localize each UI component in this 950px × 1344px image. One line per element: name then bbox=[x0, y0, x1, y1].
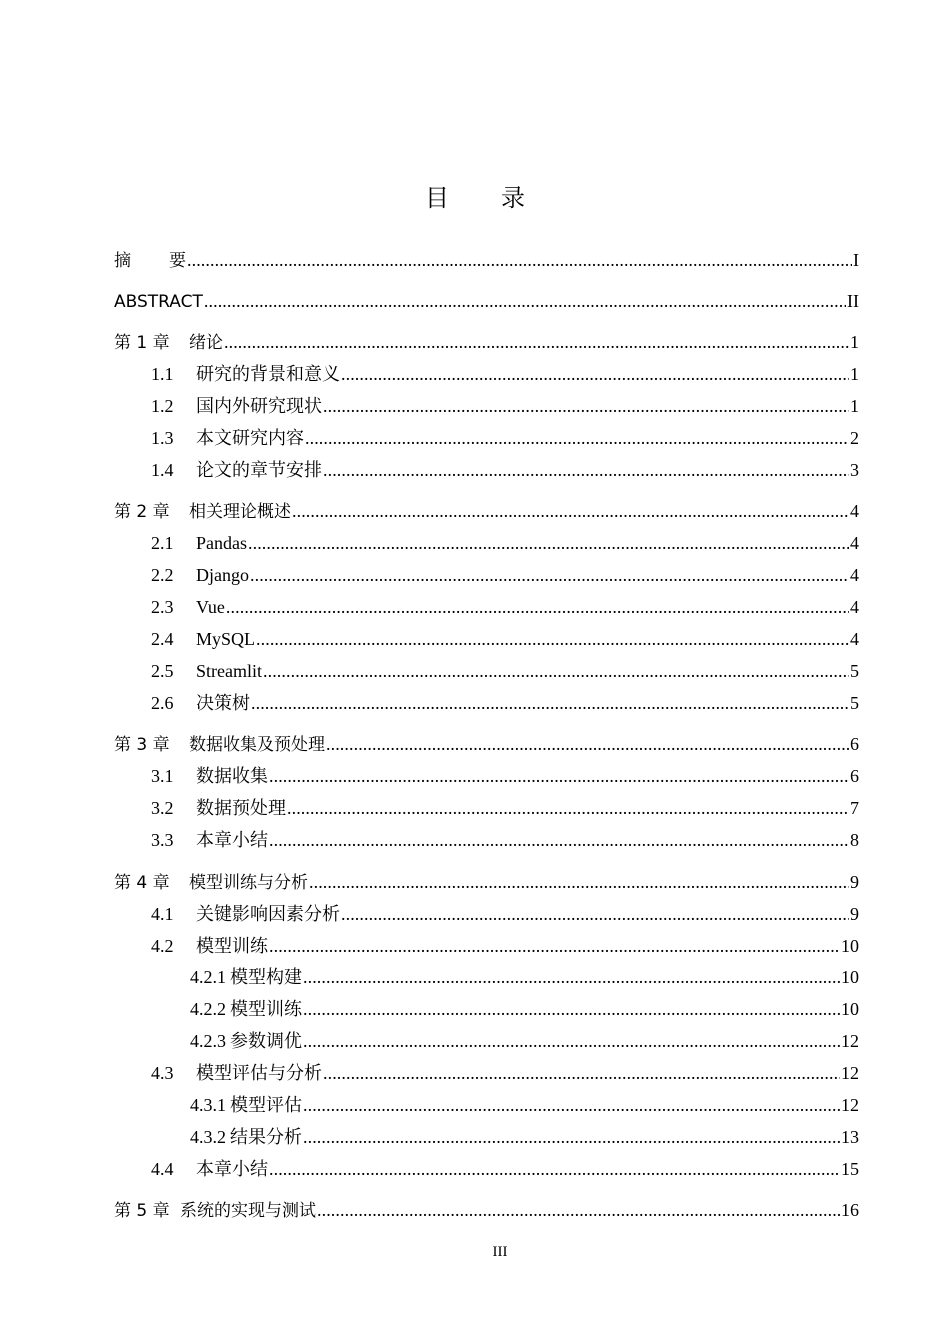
toc-entry-label: Vue bbox=[196, 597, 225, 617]
toc-entry-label: 数据收集 bbox=[196, 766, 268, 786]
toc-entry-number: 3.3 bbox=[151, 830, 174, 850]
toc-leader-dots bbox=[341, 362, 849, 386]
toc-entry-label: 本章小结 bbox=[196, 830, 268, 850]
toc-entry-number: 4.3.2 bbox=[190, 1127, 226, 1147]
toc-entry-page: 4 bbox=[850, 629, 859, 649]
toc-entry-page: 7 bbox=[850, 798, 859, 818]
toc-leader-dots bbox=[341, 902, 849, 926]
toc-leader-dots bbox=[317, 1198, 840, 1222]
toc-entry-page: 3 bbox=[850, 460, 859, 480]
toc-entry-label: 摘 要 bbox=[114, 251, 186, 271]
toc-entry-label: 参数调优 bbox=[230, 1031, 302, 1051]
toc-entry-label: 模型评估 bbox=[230, 1095, 302, 1115]
toc-entry-section-4-3[interactable] bbox=[151, 1061, 859, 1085]
toc-leader-dots bbox=[224, 330, 849, 354]
toc-leader-dots bbox=[226, 595, 849, 619]
toc-entry-number: 第 2 章 bbox=[114, 502, 170, 522]
toc-entry-number: 1.2 bbox=[151, 396, 174, 416]
toc-entry-number: 4.2.1 bbox=[190, 967, 226, 987]
toc-entry-page: 4 bbox=[850, 533, 859, 553]
toc-entry-subsection-4-2-1[interactable] bbox=[190, 965, 859, 989]
toc-entry-number: 1.1 bbox=[151, 364, 174, 384]
toc-entry-label: 模型构建 bbox=[230, 967, 302, 987]
toc-entry-abstract-en[interactable] bbox=[114, 289, 859, 313]
toc-entry-number: 4.3.1 bbox=[190, 1095, 226, 1115]
toc-entry-number: 4.4 bbox=[151, 1159, 174, 1179]
toc-entry-number: 第 5 章 bbox=[114, 1201, 170, 1221]
toc-entry-page: II bbox=[847, 291, 859, 311]
toc-entry-page: 6 bbox=[850, 734, 859, 754]
toc-entry-number: 1.4 bbox=[151, 460, 174, 480]
toc-entry-label: 决策树 bbox=[196, 693, 250, 713]
toc-entry-page: 9 bbox=[850, 904, 859, 924]
toc-entry-label: 数据预处理 bbox=[196, 798, 286, 818]
toc-entry-label: Streamlit bbox=[196, 661, 262, 681]
toc-entry-label: 关键影响因素分析 bbox=[196, 904, 340, 924]
toc-entry-number: 4.2 bbox=[151, 936, 174, 956]
toc-leader-dots bbox=[323, 458, 849, 482]
toc-entry-label: 相关理论概述 bbox=[189, 502, 291, 522]
toc-entry-chapter-3[interactable] bbox=[114, 732, 859, 756]
toc-leader-dots bbox=[251, 691, 849, 715]
toc-entry-page: 9 bbox=[850, 872, 859, 892]
toc-entry-number: 第 4 章 bbox=[114, 873, 170, 893]
toc-leader-dots bbox=[305, 426, 849, 450]
toc-entry-label: ABSTRACT bbox=[114, 292, 203, 312]
toc-entry-page: 5 bbox=[850, 693, 859, 713]
toc-entry-label: 本章小结 bbox=[196, 1159, 268, 1179]
toc-entry-label: 系统的实现与测试 bbox=[180, 1201, 316, 1221]
toc-entry-page: 1 bbox=[850, 332, 859, 352]
toc-entry-number: 2.1 bbox=[151, 533, 174, 553]
toc-entry-page: 1 bbox=[850, 364, 859, 384]
toc-entry-number: 2.4 bbox=[151, 629, 174, 649]
toc-entry-page: 5 bbox=[850, 661, 859, 681]
toc-leader-dots bbox=[269, 764, 849, 788]
toc-entry-number: 2.3 bbox=[151, 597, 174, 617]
toc-leader-dots bbox=[323, 1061, 840, 1085]
page-title bbox=[0, 178, 950, 213]
toc-entry-label: Django bbox=[196, 565, 249, 585]
toc-entry-label: 研究的背景和意义 bbox=[196, 364, 340, 384]
toc-entry-number: 4.3 bbox=[151, 1063, 174, 1083]
toc-entry-number: 4.2.2 bbox=[190, 999, 226, 1019]
toc-entry-page: 10 bbox=[841, 999, 859, 1019]
toc-entry-page: 10 bbox=[841, 967, 859, 987]
toc-entry-section-4-2[interactable] bbox=[151, 934, 859, 958]
toc-entry-number: 4.2.3 bbox=[190, 1031, 226, 1051]
toc-entry-section-1-2[interactable] bbox=[151, 394, 859, 418]
toc-leader-dots bbox=[269, 828, 849, 852]
toc-entry-section-2-5[interactable] bbox=[151, 659, 859, 683]
toc-entry-label: MySQL bbox=[196, 629, 256, 649]
toc-entry-section-1-3[interactable] bbox=[151, 426, 859, 450]
toc-leader-dots bbox=[204, 289, 846, 313]
toc-entry-chapter-1[interactable] bbox=[114, 330, 859, 354]
toc-entry-page: 12 bbox=[841, 1031, 859, 1051]
toc-entry-number: 第 1 章 bbox=[114, 333, 170, 353]
toc-entry-page: 4 bbox=[850, 565, 859, 585]
toc-entry-number: 3.2 bbox=[151, 798, 174, 818]
toc-entry-chapter-4[interactable] bbox=[114, 870, 859, 894]
toc-entry-number: 1.3 bbox=[151, 428, 174, 448]
toc-entry-page: 8 bbox=[850, 830, 859, 850]
toc-entry-number: 第 3 章 bbox=[114, 735, 170, 755]
toc-entry-number: 2.2 bbox=[151, 565, 174, 585]
toc-leader-dots bbox=[303, 965, 840, 989]
toc-entry-section-4-1[interactable] bbox=[151, 902, 859, 926]
toc-entry-page: 1 bbox=[850, 396, 859, 416]
toc-leader-dots bbox=[256, 627, 849, 651]
toc-entry-page: I bbox=[853, 250, 859, 270]
toc-entry-subsection-4-3-2[interactable] bbox=[190, 1125, 859, 1149]
toc-leader-dots bbox=[187, 248, 852, 272]
toc-entry-section-2-1[interactable] bbox=[151, 531, 859, 555]
toc-entry-label: 论文的章节安排 bbox=[196, 460, 322, 480]
toc-entry-label: 模型训练与分析 bbox=[189, 873, 308, 893]
title-part-1: 目 bbox=[425, 184, 449, 212]
toc-leader-dots bbox=[303, 1029, 840, 1053]
toc-entry-page: 12 bbox=[841, 1095, 859, 1115]
toc-leader-dots bbox=[248, 531, 849, 555]
toc-entry-section-2-6[interactable] bbox=[151, 691, 859, 715]
toc-entry-section-3-3[interactable] bbox=[151, 828, 859, 852]
page-number-footer: III bbox=[492, 1244, 508, 1260]
toc-leader-dots bbox=[263, 659, 849, 683]
toc-entry-label: 模型训练 bbox=[196, 936, 268, 956]
toc-entry-page: 15 bbox=[841, 1159, 859, 1179]
toc-entry-section-1-1[interactable] bbox=[151, 362, 859, 386]
toc-entry-page: 13 bbox=[841, 1127, 859, 1147]
toc-entry-page: 10 bbox=[841, 936, 859, 956]
toc-leader-dots bbox=[326, 732, 849, 756]
toc-entry-number: 2.5 bbox=[151, 661, 174, 681]
toc-entry-abstract-cn[interactable] bbox=[114, 248, 859, 272]
toc-entry-page: 2 bbox=[850, 428, 859, 448]
toc-entry-chapter-2[interactable] bbox=[114, 499, 859, 523]
toc-leader-dots bbox=[309, 870, 849, 894]
toc-leader-dots bbox=[269, 1157, 840, 1181]
toc-entry-label: Pandas bbox=[196, 533, 247, 553]
toc-entry-label: 本文研究内容 bbox=[196, 428, 304, 448]
toc-leader-dots bbox=[269, 934, 840, 958]
toc-entry-label: 模型训练 bbox=[230, 999, 302, 1019]
toc-leader-dots bbox=[250, 563, 849, 587]
toc-entry-section-1-4[interactable] bbox=[151, 458, 859, 482]
toc-leader-dots bbox=[292, 499, 849, 523]
toc-entry-number: 4.1 bbox=[151, 904, 174, 924]
toc-entry-section-2-3[interactable] bbox=[151, 595, 859, 619]
toc-entry-section-2-2[interactable] bbox=[151, 563, 859, 587]
toc-entry-label: 数据收集及预处理 bbox=[189, 735, 325, 755]
title-part-2: 录 bbox=[501, 184, 525, 212]
toc-entry-section-3-2[interactable] bbox=[151, 796, 859, 820]
toc-entry-label: 绪论 bbox=[189, 333, 223, 353]
toc-leader-dots bbox=[303, 1125, 840, 1149]
toc-entry-section-4-4[interactable] bbox=[151, 1157, 859, 1181]
toc-entry-chapter-5[interactable] bbox=[114, 1198, 859, 1222]
toc-entry-subsection-4-3-1[interactable] bbox=[190, 1093, 859, 1117]
toc-entry-number: 3.1 bbox=[151, 766, 174, 786]
toc-entry-page: 16 bbox=[841, 1200, 859, 1220]
toc-entry-page: 6 bbox=[850, 766, 859, 786]
toc-entry-section-3-1[interactable] bbox=[151, 764, 859, 788]
toc-entry-page: 4 bbox=[850, 501, 859, 521]
toc-leader-dots bbox=[303, 997, 840, 1021]
toc-entry-subsection-4-2-2[interactable] bbox=[190, 997, 859, 1021]
toc-entry-label: 结果分析 bbox=[230, 1127, 302, 1147]
toc-leader-dots bbox=[323, 394, 849, 418]
toc-entry-label: 国内外研究现状 bbox=[196, 396, 322, 416]
toc-entry-number: 2.6 bbox=[151, 693, 174, 713]
toc-entry-page: 4 bbox=[850, 597, 859, 617]
toc-leader-dots bbox=[287, 796, 849, 820]
toc-entry-subsection-4-2-3[interactable] bbox=[190, 1029, 859, 1053]
toc-entry-page: 12 bbox=[841, 1063, 859, 1083]
toc-entry-section-2-4[interactable] bbox=[151, 627, 859, 651]
toc-leader-dots bbox=[303, 1093, 840, 1117]
toc-entry-label: 模型评估与分析 bbox=[196, 1063, 322, 1083]
